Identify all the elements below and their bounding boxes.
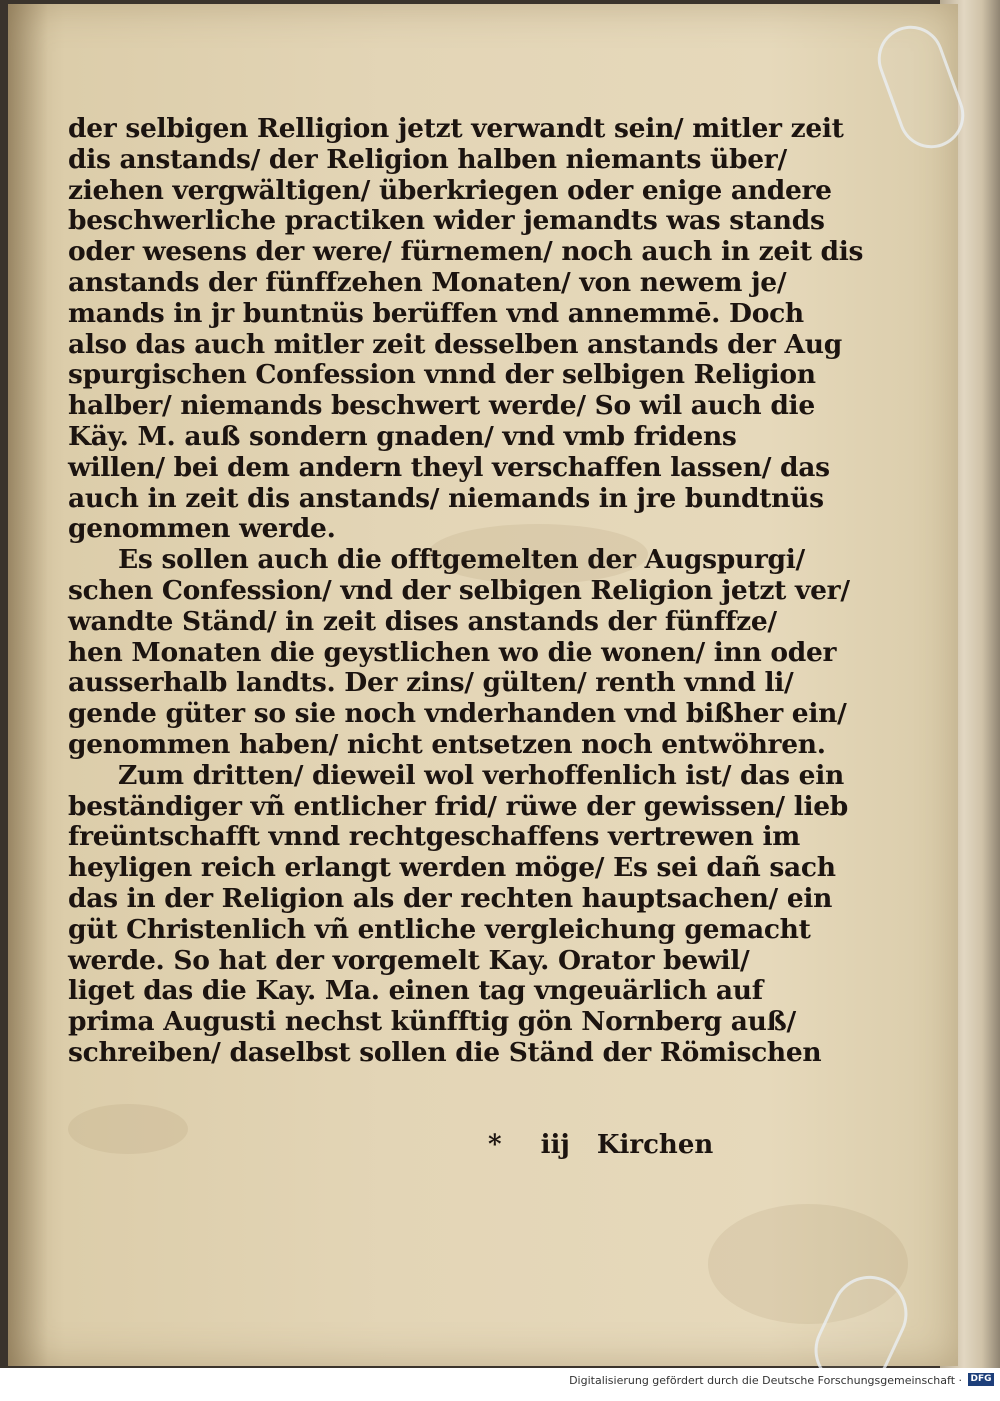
paper-clip-top [868, 17, 973, 158]
text-line: freüntschafft vnnd rechtgeschaffens vertrewen im [68, 821, 801, 853]
text-line: güt Christenlich vñ entliche vergleichung gemacht [68, 913, 811, 945]
text-line: mands in jr buntnüs berüffen vnd annemmē. Doch [68, 297, 804, 329]
text-line: halber/ niemands beschwert werde/ So wil auch die [68, 390, 815, 422]
text-line: prima Augusti nechst künfftig gön Nornberg auß/ [68, 1006, 796, 1038]
text-line: anstands der fünffzehen Monaten/ von newem je/ [68, 266, 787, 298]
text-line: heyligen reich erlangt werden möge/ Es sei dañ sach [68, 852, 836, 884]
text-line: willen/ bei dem andern theyl verschaffen lassen/ das [68, 451, 830, 483]
text-line: schen Confession/ vnd der selbigen Religion jetzt ver/ [68, 574, 850, 606]
text-line: hen Monaten die geystlichen wo die wonen/ inn oder [68, 636, 837, 668]
text-line: genommen haben/ nicht entsetzen noch entwöhren. [68, 728, 826, 760]
star-ornament: * [488, 1130, 502, 1160]
text-line: das in der Religion als der rechten hauptsachen/ ein [68, 882, 833, 914]
text-line: also das auch mitler zeit desselben anstands der Aug [68, 328, 842, 360]
text-line: ziehen vergwältigen/ überkriegen oder enige andere [68, 174, 832, 206]
dfg-logo: DFG [968, 1373, 994, 1386]
text-line: dis anstands/ der Religion halben niemants über/ [68, 143, 787, 175]
text-line: wandte Ständ/ in zeit dises anstands der fünffze/ [68, 605, 777, 637]
text-line: ausserhalb landts. Der zins/ gülten/ renth vnnd li/ [68, 667, 794, 699]
book-page [8, 4, 958, 1366]
page-gutter [8, 4, 48, 1366]
catchword: Kirchen [596, 1130, 714, 1160]
text-line: gende güter so sie noch vnderhanden vnd bißher ein/ [68, 698, 847, 730]
text-line: spurgischen Confession vnnd der selbigen Religion [68, 359, 816, 391]
signature-mark: iij [540, 1130, 570, 1160]
text-line: Zum dritten/ dieweil wol verhoffenlich ist/ das ein [118, 759, 844, 791]
text-line: auch in zeit dis anstands/ niemands in jre bundtnüs [68, 482, 824, 514]
text-line: liget das die Kay. Ma. einen tag vngeuärlich auf [68, 975, 763, 1007]
footer-bar [0, 1368, 1000, 1392]
text-line: genommen werde. [68, 513, 336, 545]
text-line: beständiger vñ entlicher frid/ rüwe der gewissen/ lieb [68, 790, 849, 822]
text-line: oder wesens der were/ fürnemen/ noch auch in zeit dis [68, 236, 864, 268]
text-line: Käy. M. auß sondern gnaden/ vnd vmb fridens [68, 420, 737, 452]
text-line: werde. So hat der vorgemelt Kay. Orator bewil/ [68, 944, 750, 976]
catchline [488, 1129, 748, 1161]
text-line: schreiben/ daselbst sollen die Ständ der Römischen [68, 1036, 822, 1068]
text-line: beschwerliche practiken wider jemandts was stands [68, 205, 825, 237]
footer-credit: Digitalisierung gefördert durch die Deutsche Forschungsgemeinschaft · [569, 1374, 962, 1387]
text-line: der selbigen Relligion jetzt verwandt sein/ mitler zeit [68, 113, 844, 144]
text-line: Es sollen auch die offtgemelten der Augspurgi/ [118, 544, 805, 576]
paper-stain [68, 1104, 188, 1154]
text-block [68, 113, 864, 1069]
